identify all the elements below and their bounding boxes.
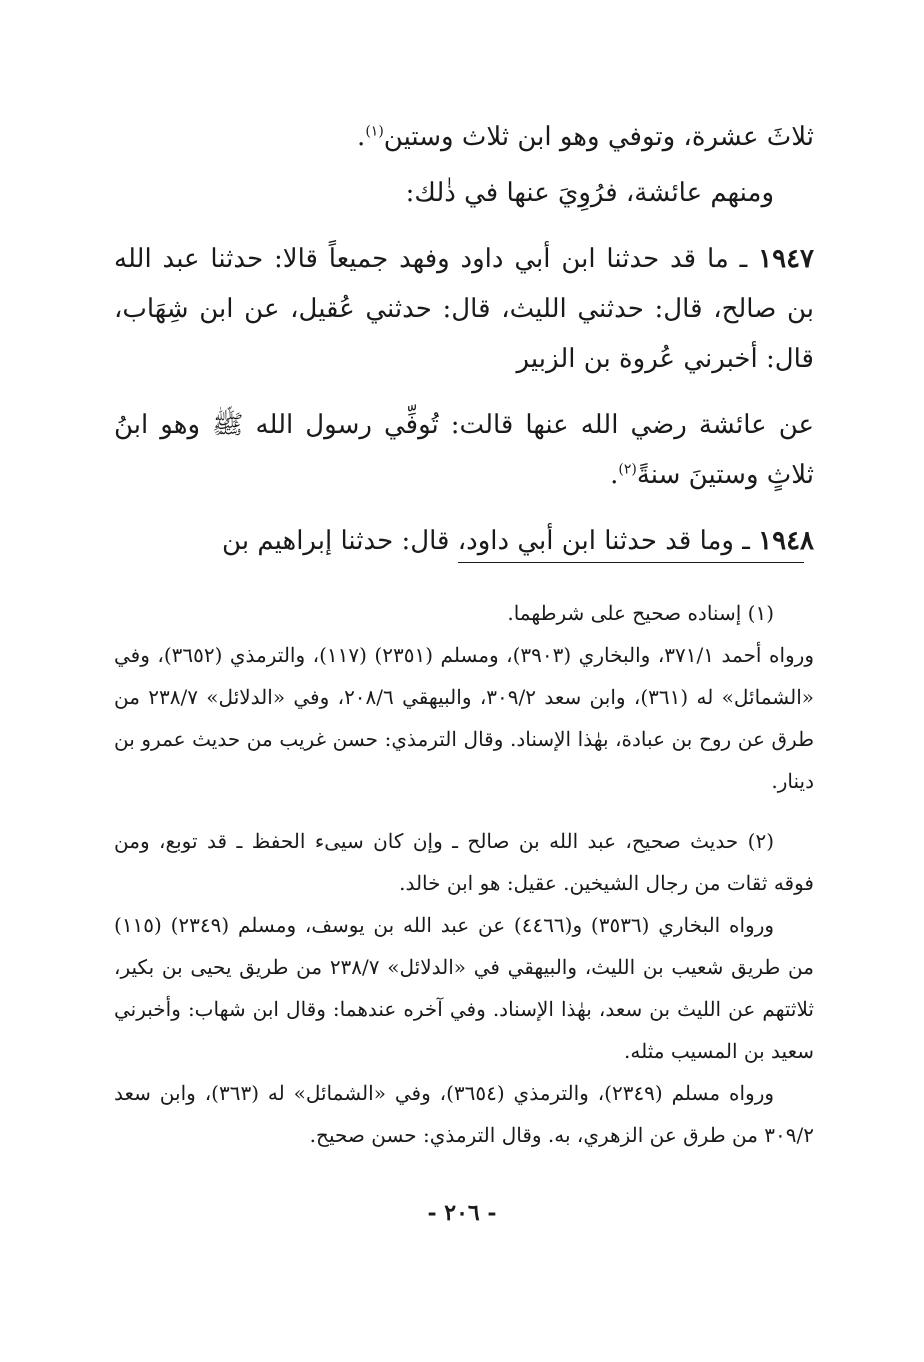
footnote-ref-1: (١): [365, 123, 384, 140]
page-number: - ٢٠٦ -: [427, 1200, 497, 1226]
footnote-1: (١) إسناده صحيح على شرطهما.: [507, 601, 774, 625]
paragraph-1-end: .: [357, 122, 366, 152]
hadith-number-1947: ١٩٤٧: [758, 244, 814, 274]
hadith-1948-text: ـ وما قد حدثنا ابن أبي داود، قال: حدثنا إبراهيم بن: [222, 526, 759, 556]
footnote-divider: [458, 562, 804, 563]
footnote-1-details: ورواه أحمد ٣٧١/١، والبخاري (٣٩٠٣)، ومسلم (٢٣٥١) (١١٧)، والترمذي (٣٦٥٢)، وفي «الشمائل» له (٣٦١)، وابن سعد ٣٠٩/٢، والبيهقي ٢٠٨/٦، وفي «الدلائل» ٢٣٨/٧ من طرق عن روح بن عبادة، بهٰذا الإسناد. وقال الترمذي: حسن غريب من حديث عمرو بن دينار.: [114, 643, 814, 793]
hadith-number-1948: ١٩٤٨: [758, 526, 814, 556]
footnote-ref-2: (٢): [618, 461, 637, 478]
paragraph-4: [114, 400, 814, 500]
hadith-1947: [114, 234, 814, 384]
footnotes: [114, 592, 814, 1156]
paragraph-2: ومنهم عائشة، فرُوِيَ عنها في ذٰلك:: [405, 178, 774, 208]
paragraph-1: [114, 112, 814, 162]
footnote-2: (٢) حديث صحيح، عبد الله بن صالح ـ وإن كان سيىء الحفظ ـ قد توبع، ومن فوقه ثقات من رجال الشيخين. عقيل: هو ابن خالد.: [114, 829, 814, 895]
main-text: [114, 112, 814, 582]
footnote-2-details-a: ورواه البخاري (٣٥٣٦) و(٤٤٦٦) عن عبد الله بن يوسف، ومسلم (٢٣٤٩) (١١٥) من طريق شعيب بن الليث، والبيهقي في «الدلائل» ٢٣٨/٧ من طريق يحيى بن بكير، ثلاثتهم عن الليث بن سعد، بهٰذا الإسناد. وفي آخره عندهما: وقال ابن شهاب: وأخبرني سعيد بن المسيب مثله.: [114, 913, 814, 1063]
hadith-1947-text: ـ ما قد حدثنا ابن أبي داود وفهد جميعاً قالا: حدثنا عبد الله بن صالح، قال: حدثني الليث، قال: حدثني عُقيل، عن ابن شِهَاب، قال: أخبرني عُروة بن الزبير: [114, 244, 814, 374]
paragraph-4-end: .: [610, 460, 619, 490]
footnote-2-details-b: ورواه مسلم (٢٣٤٩)، والترمذي (٣٦٥٤)، وفي «الشمائل» له (٣٦٣)، وابن سعد ٣٠٩/٢ من طرق عن الزهري، به. وقال الترمذي: حسن صحيح.: [114, 1081, 814, 1147]
paragraph-4-text: عن عائشة رضي الله عنها قالت: تُوفِّي رسول الله ﷺ وهو ابنُ ثلاثٍ وستينَ سنةً: [114, 410, 814, 490]
paragraph-1-text: ثلاثَ عشرة، وتوفي وهو ابن ثلاث وستين: [383, 122, 814, 152]
hadith-1948: [114, 516, 814, 566]
